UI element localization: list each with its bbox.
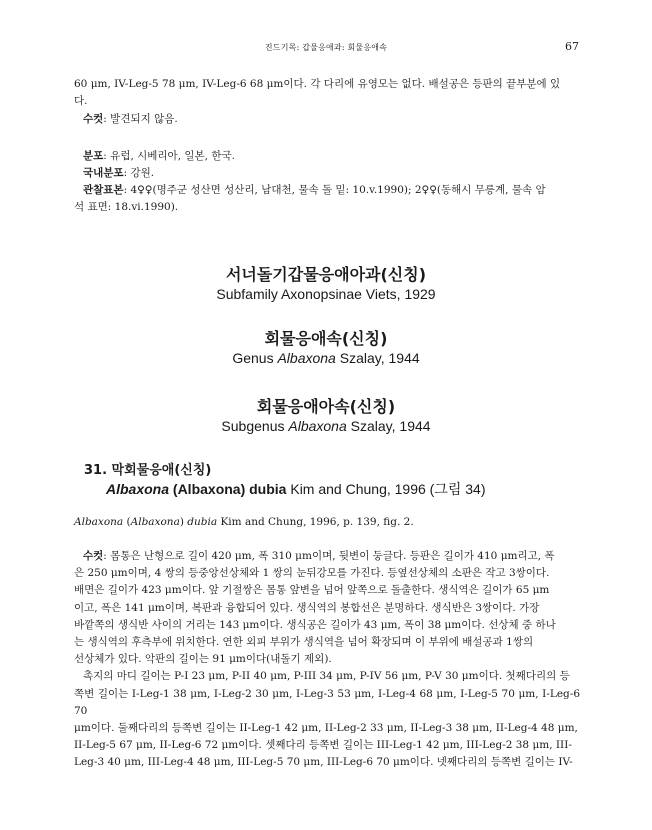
specimens-text-1: : 4♀♀(명주군 성산면 성산리, 남대천, 물속 돌 밑: 10.v.1990); 2♀♀(동해시 무릉계, 물속 암 <box>123 184 546 196</box>
description-line: μm이다. 둘째다리의 등쪽변 길이는 II-Leg-1 42 μm, II-Leg-2 33 μm, II-Leg-3 38 μm, II-Leg-4 48 μm, <box>74 722 578 735</box>
citation-subgenus: Albaxona <box>130 516 180 528</box>
description-line: 배면은 길이가 423 μm이다. 앞 기절쌍은 몸통 앞변을 넘어 앞쪽으로 돌출한다. 생식역은 길이가 65 μm <box>74 584 550 597</box>
description-line: 촉지의 마디 길이는 P-I 23 μm, P-II 40 μm, P-III 34 μm, P-IV 56 μm, P-V 30 μm이다. 첫째다리의 등 <box>83 670 570 683</box>
citation <box>74 516 414 528</box>
genus-title-en <box>0 350 652 366</box>
citation-epithet: dubia <box>187 516 218 528</box>
distribution-block <box>74 148 580 216</box>
description-line: 바깥쪽의 생식반 사이의 거리는 143 μm이다. 생식공은 길이가 43 μm, 폭이 38 μm이다. 선상체 중 하나 <box>74 618 556 631</box>
genus-author: Szalay, 1944 <box>335 350 420 366</box>
citation-rest: Kim and Chung, 1996, p. 139, fig. 2. <box>217 516 414 528</box>
distribution-label: 분포 <box>83 150 104 162</box>
description-line: Leg-3 40 μm, III-Leg-4 48 μm, III-Leg-5 70 μm, III-Leg-6 70 μm이다. 넷째다리의 등쪽변 길이는 IV- <box>74 756 573 769</box>
specimens <box>74 182 580 199</box>
male-label: 수컷 <box>83 113 104 125</box>
page-number: 67 <box>565 40 579 53</box>
description-line: 쪽변 길이는 I-Leg-1 38 μm, I-Leg-2 30 μm, I-Leg-3 53 μm, I-Leg-4 68 μm, I-Leg-5 70 μm, I-Leg-6 70 <box>74 687 580 717</box>
continuation-line-1: 60 μm, IV-Leg-5 78 μm, IV-Leg-6 68 μm이다. 각 다리에 유영모는 없다. 배설공은 등판의 끝부분에 있 <box>74 78 561 90</box>
species-name-en <box>106 479 486 499</box>
top-text-block <box>74 76 580 128</box>
specimens-label: 관찰표본 <box>83 184 124 196</box>
description-line: 이고, 폭은 141 μm이며, 복판과 융합되어 있다. 생식역의 봉합선은 분명하다. 생식반은 3쌍이다. 가장 <box>74 601 540 614</box>
subgenus-prefix: Subgenus <box>221 418 289 434</box>
male-text: : 발견되지 않음. <box>103 113 178 125</box>
genus-name: Albaxona <box>277 350 336 366</box>
genus-title-ko: 회물응애속(신칭) <box>264 329 388 348</box>
genus-prefix: Genus <box>232 350 278 366</box>
running-head: 진드기목: 갑물응애과: 회물응애속 <box>264 43 388 52</box>
citation-genus: Albaxona <box>74 516 124 528</box>
species-subgenus-epithet: (Albaxona) dubia <box>169 481 287 497</box>
species-author: Kim and Chung, 1996 (그림 34) <box>286 481 486 497</box>
species-genus: Albaxona <box>106 481 170 497</box>
description-male-label: 수컷 <box>83 550 104 562</box>
subgenus-name: Albaxona <box>288 418 347 434</box>
specimens-text-2: 석 표면: 18.vi.1990). <box>74 201 179 213</box>
korean-distribution-label: 국내분포 <box>83 167 124 179</box>
citation-paren-close: ) <box>179 516 188 528</box>
description-line: 선상체가 있다. 악판의 길이는 91 μm이다(내돌기 제외). <box>74 653 332 666</box>
subgenus-author: Szalay, 1944 <box>346 418 431 434</box>
description-line: 은 250 μm이며, 4 쌍의 등중앙선상체와 1 쌍의 눈뒤강모를 가진다. 등옆선상체의 소판은 작고 3쌍이다. <box>74 567 550 580</box>
description-line <box>74 548 580 565</box>
subgenus-title-en <box>0 418 652 434</box>
subfamily-title-en: Subfamily Axonopsinae Viets, 1929 <box>216 286 436 302</box>
species-number-ko: 31. 막회물응애(신칭) <box>84 463 212 478</box>
description-line: II-Leg-5 67 μm, II-Leg-6 72 μm이다. 셋째다리 등쪽변 길이는 III-Leg-1 42 μm, III-Leg-2 38 μm, III- <box>74 739 572 752</box>
subgenus-title-ko: 회물응애아속(신칭) <box>256 397 396 416</box>
male-note <box>74 111 580 128</box>
continuation-line-2: 다. <box>74 95 88 107</box>
distribution <box>74 148 580 165</box>
description-line: 는 생식역의 후측부에 위치한다. 연한 외피 부위가 생식역을 넘어 확장되며 이 부위에 배설공과 1쌍의 <box>74 636 534 649</box>
distribution-text: : 유럽, 시베리아, 일본, 한국. <box>103 150 235 162</box>
subfamily-title-ko: 서너돌기갑물응애아과(신칭) <box>225 265 427 284</box>
description-text: : 몸통은 난형으로 길이 420 μm, 폭 310 μm이며, 뒷변이 둥글다. 등판은 길이가 410 μm리고, 폭 <box>103 550 555 562</box>
description-block <box>74 548 580 772</box>
citation-paren-open: ( <box>123 516 131 528</box>
korean-distribution <box>74 165 580 182</box>
korean-distribution-text: : 강원. <box>123 167 155 179</box>
